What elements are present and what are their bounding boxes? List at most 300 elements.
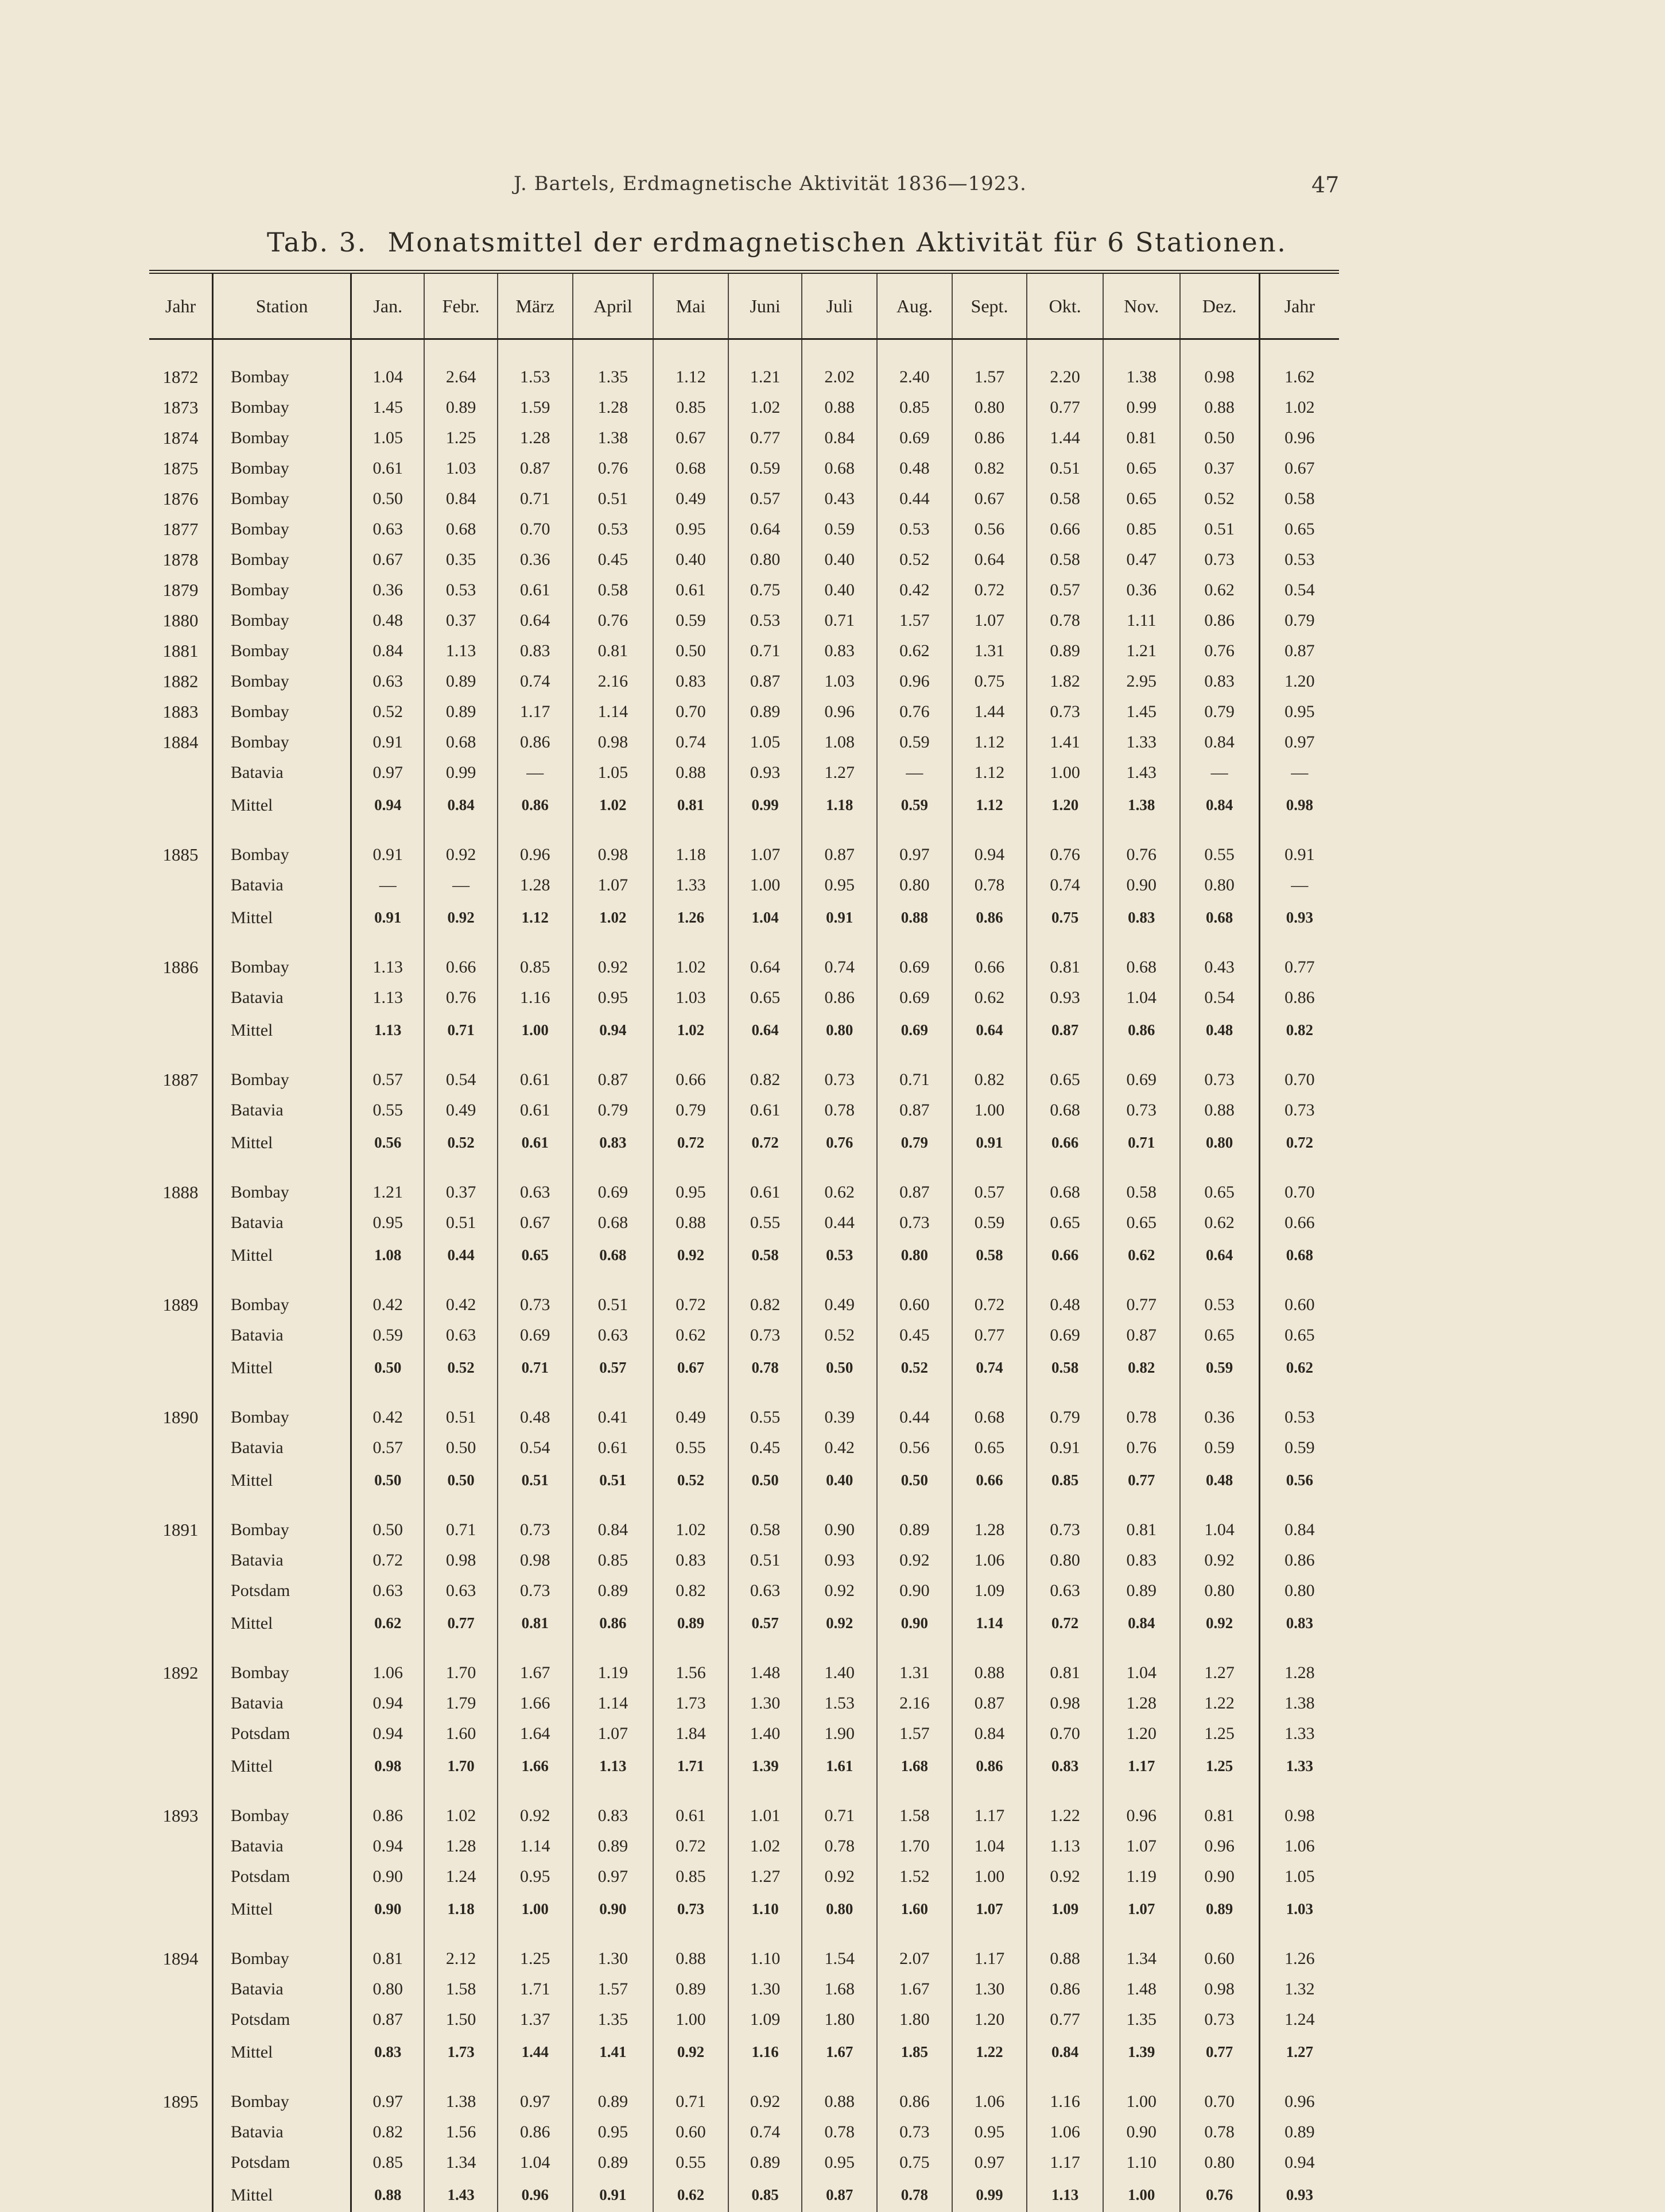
mittel-value: 1.09 bbox=[1027, 1892, 1103, 1926]
spacer-cell bbox=[1027, 822, 1103, 839]
mittel-value: 0.72 bbox=[728, 1125, 802, 1160]
value-cell: 0.85 bbox=[351, 2147, 425, 2178]
mittel-value: 0.82 bbox=[1103, 1350, 1180, 1385]
spacer-cell bbox=[149, 339, 213, 362]
spacer-cell bbox=[952, 1385, 1027, 1402]
year-cell: 1877 bbox=[149, 514, 213, 544]
year-cell bbox=[149, 1831, 213, 1861]
station-cell: Bombay bbox=[213, 544, 351, 575]
value-cell: 1.33 bbox=[1259, 1718, 1339, 1749]
value-cell: 0.95 bbox=[1259, 696, 1339, 727]
mittel-value: 1.04 bbox=[728, 900, 802, 935]
value-cell: 0.82 bbox=[952, 1064, 1027, 1095]
value-cell: 0.84 bbox=[424, 483, 498, 514]
spacer-cell bbox=[1180, 1047, 1260, 1064]
mittel-value: 0.62 bbox=[653, 2178, 728, 2212]
station-cell: Bombay bbox=[213, 392, 351, 423]
mittel-label: Mittel bbox=[213, 1350, 351, 1385]
value-cell: 0.76 bbox=[424, 982, 498, 1013]
value-cell: 0.73 bbox=[498, 1289, 573, 1320]
mittel-value: 0.48 bbox=[1180, 1013, 1260, 1047]
value-cell: 0.43 bbox=[802, 483, 877, 514]
mittel-value: 1.13 bbox=[351, 1013, 425, 1047]
value-cell: 0.82 bbox=[728, 1289, 802, 1320]
spacer-cell bbox=[424, 1160, 498, 1177]
year-cell: 1891 bbox=[149, 1514, 213, 1545]
year-cell bbox=[149, 2147, 213, 2178]
spacer-cell bbox=[1027, 2069, 1103, 2086]
value-cell: 0.49 bbox=[802, 1289, 877, 1320]
mittel-value: 0.92 bbox=[1180, 1606, 1260, 1640]
value-cell: 1.28 bbox=[1103, 1688, 1180, 1718]
value-cell: 0.90 bbox=[1103, 870, 1180, 900]
spacer-cell bbox=[653, 822, 728, 839]
spacer-cell bbox=[424, 1640, 498, 1657]
table-row bbox=[149, 1800, 1339, 1831]
spacer-row bbox=[149, 935, 1339, 952]
value-cell: 0.87 bbox=[351, 2004, 425, 2035]
spacer-cell bbox=[149, 1640, 213, 1657]
mittel-value: 0.85 bbox=[728, 2178, 802, 2212]
value-cell: 0.50 bbox=[653, 636, 728, 666]
value-cell: 0.58 bbox=[728, 1514, 802, 1545]
station-cell: Bombay bbox=[213, 1800, 351, 1831]
value-cell: 0.40 bbox=[802, 575, 877, 605]
spacer-cell bbox=[351, 1385, 425, 1402]
value-cell: 0.77 bbox=[952, 1320, 1027, 1350]
value-cell: 0.60 bbox=[1259, 1289, 1339, 1320]
spacer-cell bbox=[498, 1640, 573, 1657]
mittel-value: 1.68 bbox=[877, 1749, 952, 1783]
mittel-value: 0.72 bbox=[653, 1125, 728, 1160]
value-cell: 0.67 bbox=[1259, 453, 1339, 483]
mittel-label: Mittel bbox=[213, 1125, 351, 1160]
spacer-cell bbox=[728, 935, 802, 952]
value-cell: 1.20 bbox=[952, 2004, 1027, 2035]
year-cell: 1879 bbox=[149, 575, 213, 605]
spacer-cell bbox=[1180, 339, 1260, 362]
value-cell: 0.81 bbox=[1027, 952, 1103, 982]
mittel-value: 0.93 bbox=[1259, 900, 1339, 935]
table-row bbox=[149, 1320, 1339, 1350]
mittel-value: 0.57 bbox=[728, 1606, 802, 1640]
year-cell: 1880 bbox=[149, 605, 213, 636]
value-cell: 0.80 bbox=[1180, 870, 1260, 900]
spacer-cell bbox=[653, 1497, 728, 1514]
year-cell: 1887 bbox=[149, 1064, 213, 1095]
value-cell: 1.28 bbox=[952, 1514, 1027, 1545]
value-cell: 1.04 bbox=[1103, 982, 1180, 1013]
value-cell: 0.53 bbox=[877, 514, 952, 544]
mittel-value: 1.07 bbox=[952, 1892, 1027, 1926]
value-cell: 0.67 bbox=[952, 483, 1027, 514]
mittel-value: 0.64 bbox=[728, 1013, 802, 1047]
mittel-value: 0.91 bbox=[952, 1125, 1027, 1160]
value-cell: 0.77 bbox=[1027, 392, 1103, 423]
value-cell: 1.21 bbox=[1103, 636, 1180, 666]
value-cell: 0.90 bbox=[802, 1514, 877, 1545]
station-cell: Bombay bbox=[213, 362, 351, 392]
spacer-cell bbox=[498, 822, 573, 839]
spacer-cell bbox=[653, 1385, 728, 1402]
value-cell: 0.96 bbox=[1259, 423, 1339, 453]
spacer-cell bbox=[149, 1047, 213, 1064]
value-cell: 0.64 bbox=[728, 952, 802, 982]
value-cell: 0.93 bbox=[728, 757, 802, 788]
spacer-cell bbox=[1259, 1640, 1339, 1657]
value-cell: 1.11 bbox=[1103, 605, 1180, 636]
col-dez: Dez. bbox=[1180, 272, 1260, 339]
value-cell: 0.56 bbox=[952, 514, 1027, 544]
station-cell: Potsdam bbox=[213, 1575, 351, 1606]
year-cell bbox=[149, 2035, 213, 2069]
value-cell: 0.60 bbox=[877, 1289, 952, 1320]
spacer-cell bbox=[653, 2069, 728, 2086]
value-cell: 0.43 bbox=[1180, 952, 1260, 982]
value-cell: 0.61 bbox=[653, 1800, 728, 1831]
value-cell: 1.56 bbox=[653, 1657, 728, 1688]
spacer-cell bbox=[213, 1640, 351, 1657]
value-cell: 0.77 bbox=[728, 423, 802, 453]
value-cell: 0.77 bbox=[1027, 2004, 1103, 2035]
mittel-value: 0.52 bbox=[653, 1463, 728, 1497]
value-cell: 0.51 bbox=[573, 483, 654, 514]
spacer-cell bbox=[498, 1783, 573, 1800]
value-cell: 1.05 bbox=[1259, 1861, 1339, 1892]
mittel-value: 0.88 bbox=[877, 900, 952, 935]
mittel-value: 0.86 bbox=[1103, 1013, 1180, 1047]
mittel-value: 0.84 bbox=[1103, 1606, 1180, 1640]
mittel-value: 1.00 bbox=[498, 1013, 573, 1047]
mittel-value: 1.02 bbox=[653, 1013, 728, 1047]
year-cell: 1878 bbox=[149, 544, 213, 575]
station-cell: Bombay bbox=[213, 1064, 351, 1095]
value-cell: 0.49 bbox=[653, 1402, 728, 1432]
value-cell: 0.72 bbox=[952, 575, 1027, 605]
spacer-cell bbox=[952, 1160, 1027, 1177]
value-cell: 0.56 bbox=[877, 1432, 952, 1463]
mittel-value: 0.64 bbox=[952, 1013, 1027, 1047]
value-cell: 2.95 bbox=[1103, 666, 1180, 696]
spacer-cell bbox=[952, 822, 1027, 839]
value-cell: 1.38 bbox=[1103, 362, 1180, 392]
value-cell: 1.67 bbox=[498, 1657, 573, 1688]
value-cell: 0.65 bbox=[1027, 1064, 1103, 1095]
value-cell: 0.87 bbox=[1259, 636, 1339, 666]
value-cell: 1.64 bbox=[498, 1718, 573, 1749]
spacer-cell bbox=[653, 1047, 728, 1064]
table-row bbox=[149, 1861, 1339, 1892]
value-cell: 0.40 bbox=[802, 544, 877, 575]
value-cell: 0.86 bbox=[498, 2117, 573, 2147]
value-cell: 1.02 bbox=[653, 952, 728, 982]
mittel-value: 0.71 bbox=[1103, 1125, 1180, 1160]
mittel-value: 0.91 bbox=[802, 900, 877, 935]
col-maerz: März bbox=[498, 272, 573, 339]
value-cell: 0.48 bbox=[498, 1402, 573, 1432]
year-cell bbox=[149, 2117, 213, 2147]
mittel-value: 0.48 bbox=[1180, 1463, 1260, 1497]
station-cell: Bombay bbox=[213, 1657, 351, 1688]
spacer-cell bbox=[498, 1047, 573, 1064]
value-cell: 2.64 bbox=[424, 362, 498, 392]
year-cell bbox=[149, 1545, 213, 1575]
spacer-row bbox=[149, 1047, 1339, 1064]
spacer-cell bbox=[952, 1047, 1027, 1064]
value-cell: 0.45 bbox=[728, 1432, 802, 1463]
mittel-value: 1.33 bbox=[1259, 1749, 1339, 1783]
value-cell: 0.68 bbox=[573, 1207, 654, 1238]
mittel-value: 1.26 bbox=[653, 900, 728, 935]
mittel-value: 0.67 bbox=[653, 1350, 728, 1385]
col-febr: Febr. bbox=[424, 272, 498, 339]
value-cell: 0.88 bbox=[1180, 392, 1260, 423]
value-cell: 1.57 bbox=[952, 362, 1027, 392]
value-cell: 0.92 bbox=[802, 1861, 877, 1892]
value-cell: 1.07 bbox=[573, 1718, 654, 1749]
value-cell: 0.85 bbox=[1103, 514, 1180, 544]
station-cell: Batavia bbox=[213, 1545, 351, 1575]
value-cell: 0.63 bbox=[728, 1575, 802, 1606]
value-cell: 1.21 bbox=[351, 1177, 425, 1207]
spacer-cell bbox=[877, 1160, 952, 1177]
value-cell: 1.14 bbox=[573, 1688, 654, 1718]
value-cell: 0.71 bbox=[802, 605, 877, 636]
value-cell: 0.73 bbox=[728, 1320, 802, 1350]
value-cell: 1.12 bbox=[653, 362, 728, 392]
value-cell: 1.32 bbox=[1259, 1974, 1339, 2004]
value-cell: 0.79 bbox=[1259, 605, 1339, 636]
value-cell: 0.91 bbox=[351, 727, 425, 757]
station-cell: Batavia bbox=[213, 757, 351, 788]
value-cell: 0.95 bbox=[653, 1177, 728, 1207]
table-row bbox=[149, 1688, 1339, 1718]
value-cell: 1.70 bbox=[424, 1657, 498, 1688]
mittel-row bbox=[149, 2035, 1339, 2069]
mittel-value: 0.84 bbox=[424, 788, 498, 822]
spacer-cell bbox=[573, 1497, 654, 1514]
table-row bbox=[149, 696, 1339, 727]
value-cell: 0.78 bbox=[802, 1831, 877, 1861]
value-cell: 0.49 bbox=[653, 483, 728, 514]
col-juni: Juni bbox=[728, 272, 802, 339]
spacer-cell bbox=[1259, 1783, 1339, 1800]
value-cell: 0.69 bbox=[1027, 1320, 1103, 1350]
value-cell: 1.45 bbox=[1103, 696, 1180, 727]
mittel-value: 0.68 bbox=[1259, 1238, 1339, 1272]
value-cell: 0.50 bbox=[351, 483, 425, 514]
mittel-value: 0.83 bbox=[351, 2035, 425, 2069]
value-cell: 0.95 bbox=[952, 2117, 1027, 2147]
spacer-cell bbox=[149, 2069, 213, 2086]
value-cell: 0.36 bbox=[351, 575, 425, 605]
spacer-cell bbox=[952, 1497, 1027, 1514]
spacer-cell bbox=[1259, 1047, 1339, 1064]
mittel-value: 0.93 bbox=[1259, 2178, 1339, 2212]
spacer-cell bbox=[149, 1783, 213, 1800]
spacer-cell bbox=[1180, 1783, 1260, 1800]
mittel-value: 1.12 bbox=[952, 788, 1027, 822]
value-cell: 0.75 bbox=[728, 575, 802, 605]
spacer-cell bbox=[877, 1497, 952, 1514]
mittel-value: 0.77 bbox=[424, 1606, 498, 1640]
mittel-value: 1.08 bbox=[351, 1238, 425, 1272]
mittel-value: 0.92 bbox=[653, 2035, 728, 2069]
value-cell: 1.04 bbox=[1180, 1514, 1260, 1545]
year-cell bbox=[149, 1892, 213, 1926]
spacer-cell bbox=[802, 822, 877, 839]
value-cell: 0.53 bbox=[1180, 1289, 1260, 1320]
col-april: April bbox=[573, 272, 654, 339]
value-cell: 0.87 bbox=[728, 666, 802, 696]
value-cell: 1.44 bbox=[952, 696, 1027, 727]
header-row bbox=[149, 272, 1339, 339]
value-cell: 1.20 bbox=[1103, 1718, 1180, 1749]
value-cell: 0.51 bbox=[424, 1207, 498, 1238]
mittel-value: 0.92 bbox=[802, 1606, 877, 1640]
mittel-value: 1.41 bbox=[573, 2035, 654, 2069]
spacer-cell bbox=[728, 1926, 802, 1943]
value-cell: 0.92 bbox=[573, 952, 654, 982]
year-cell: 1892 bbox=[149, 1657, 213, 1688]
value-cell: 1.30 bbox=[728, 1974, 802, 2004]
value-cell: 1.90 bbox=[802, 1718, 877, 1749]
mittel-value: 1.07 bbox=[1103, 1892, 1180, 1926]
table-row bbox=[149, 423, 1339, 453]
value-cell: 0.37 bbox=[1180, 453, 1260, 483]
value-cell: 0.63 bbox=[1027, 1575, 1103, 1606]
mittel-value: 0.50 bbox=[877, 1463, 952, 1497]
station-cell: Bombay bbox=[213, 666, 351, 696]
station-cell: Bombay bbox=[213, 453, 351, 483]
mittel-value: 1.17 bbox=[1103, 1749, 1180, 1783]
mittel-row bbox=[149, 1013, 1339, 1047]
spacer-cell bbox=[877, 1640, 952, 1657]
value-cell: 1.17 bbox=[952, 1943, 1027, 1974]
year-cell: 1881 bbox=[149, 636, 213, 666]
mittel-value: 0.79 bbox=[877, 1125, 952, 1160]
spacer-cell bbox=[952, 2069, 1027, 2086]
value-cell: 0.89 bbox=[424, 696, 498, 727]
value-cell: 0.78 bbox=[802, 1095, 877, 1125]
table-row bbox=[149, 453, 1339, 483]
value-cell: 0.73 bbox=[877, 1207, 952, 1238]
mittel-value: 1.70 bbox=[424, 1749, 498, 1783]
value-cell: 0.73 bbox=[1103, 1095, 1180, 1125]
mittel-value: 0.74 bbox=[952, 1350, 1027, 1385]
spacer-cell bbox=[1180, 2069, 1260, 2086]
value-cell: 1.12 bbox=[952, 757, 1027, 788]
value-cell: 1.17 bbox=[952, 1800, 1027, 1831]
mittel-value: 0.88 bbox=[351, 2178, 425, 2212]
value-cell: 0.41 bbox=[573, 1402, 654, 1432]
col-juli: Juli bbox=[802, 272, 877, 339]
station-cell: Potsdam bbox=[213, 2004, 351, 2035]
year-cell: 1872 bbox=[149, 362, 213, 392]
year-cell bbox=[149, 1606, 213, 1640]
spacer-cell bbox=[149, 1385, 213, 1402]
table-row bbox=[149, 1402, 1339, 1432]
mittel-value: 0.90 bbox=[573, 1892, 654, 1926]
spacer-cell bbox=[1259, 1385, 1339, 1402]
spacer-cell bbox=[498, 2069, 573, 2086]
value-cell: 0.63 bbox=[351, 1575, 425, 1606]
spacer-cell bbox=[653, 1272, 728, 1289]
spacer-cell bbox=[149, 822, 213, 839]
spacer-cell bbox=[351, 822, 425, 839]
mittel-value: 0.87 bbox=[802, 2178, 877, 2212]
mittel-value: 1.85 bbox=[877, 2035, 952, 2069]
mittel-value: 0.99 bbox=[952, 2178, 1027, 2212]
value-cell: 1.19 bbox=[573, 1657, 654, 1688]
table-row bbox=[149, 1514, 1339, 1545]
mittel-value: 0.62 bbox=[1103, 1238, 1180, 1272]
mittel-value: 0.83 bbox=[1027, 1749, 1103, 1783]
year-cell bbox=[149, 1125, 213, 1160]
value-cell: 0.76 bbox=[877, 696, 952, 727]
mittel-row bbox=[149, 1125, 1339, 1160]
table-row bbox=[149, 544, 1339, 575]
value-cell: 1.54 bbox=[802, 1943, 877, 1974]
spacer-cell bbox=[213, 1783, 351, 1800]
value-cell: 0.62 bbox=[952, 982, 1027, 1013]
value-cell: 1.70 bbox=[877, 1831, 952, 1861]
value-cell: 1.59 bbox=[498, 392, 573, 423]
value-cell: 0.89 bbox=[877, 1514, 952, 1545]
value-cell: 0.57 bbox=[351, 1064, 425, 1095]
value-cell: 0.86 bbox=[1259, 1545, 1339, 1575]
spacer-cell bbox=[573, 1385, 654, 1402]
table-row bbox=[149, 1831, 1339, 1861]
value-cell: 0.52 bbox=[351, 696, 425, 727]
year-cell bbox=[149, 1432, 213, 1463]
value-cell: 0.80 bbox=[1180, 2147, 1260, 2178]
value-cell: 1.40 bbox=[728, 1718, 802, 1749]
spacer-cell bbox=[149, 1272, 213, 1289]
value-cell: 0.51 bbox=[728, 1545, 802, 1575]
table-row bbox=[149, 982, 1339, 1013]
mittel-value: 0.59 bbox=[1180, 1350, 1260, 1385]
year-cell: 1895 bbox=[149, 2086, 213, 2117]
spacer-cell bbox=[424, 1783, 498, 1800]
value-cell: 0.83 bbox=[802, 636, 877, 666]
mittel-value: 0.86 bbox=[952, 900, 1027, 935]
mittel-row bbox=[149, 1238, 1339, 1272]
value-cell: 0.53 bbox=[424, 575, 498, 605]
value-cell: 1.71 bbox=[498, 1974, 573, 2004]
value-cell: 0.37 bbox=[424, 605, 498, 636]
mittel-value: 1.25 bbox=[1180, 1749, 1260, 1783]
value-cell: 0.82 bbox=[952, 453, 1027, 483]
value-cell: 1.09 bbox=[952, 1575, 1027, 1606]
table-row bbox=[149, 1545, 1339, 1575]
value-cell: 1.09 bbox=[728, 2004, 802, 2035]
value-cell: 0.61 bbox=[498, 575, 573, 605]
value-cell: 0.48 bbox=[877, 453, 952, 483]
spacer-cell bbox=[351, 1272, 425, 1289]
value-cell: 0.57 bbox=[952, 1177, 1027, 1207]
year-cell bbox=[149, 788, 213, 822]
spacer-cell bbox=[213, 1926, 351, 1943]
value-cell: 0.89 bbox=[653, 1974, 728, 2004]
value-cell: 0.61 bbox=[351, 453, 425, 483]
value-cell: 0.42 bbox=[802, 1432, 877, 1463]
spacer-cell bbox=[498, 1385, 573, 1402]
value-cell: 0.60 bbox=[653, 2117, 728, 2147]
spacer-cell bbox=[351, 1497, 425, 1514]
mittel-value: 1.71 bbox=[653, 1749, 728, 1783]
value-cell: 0.92 bbox=[424, 839, 498, 870]
